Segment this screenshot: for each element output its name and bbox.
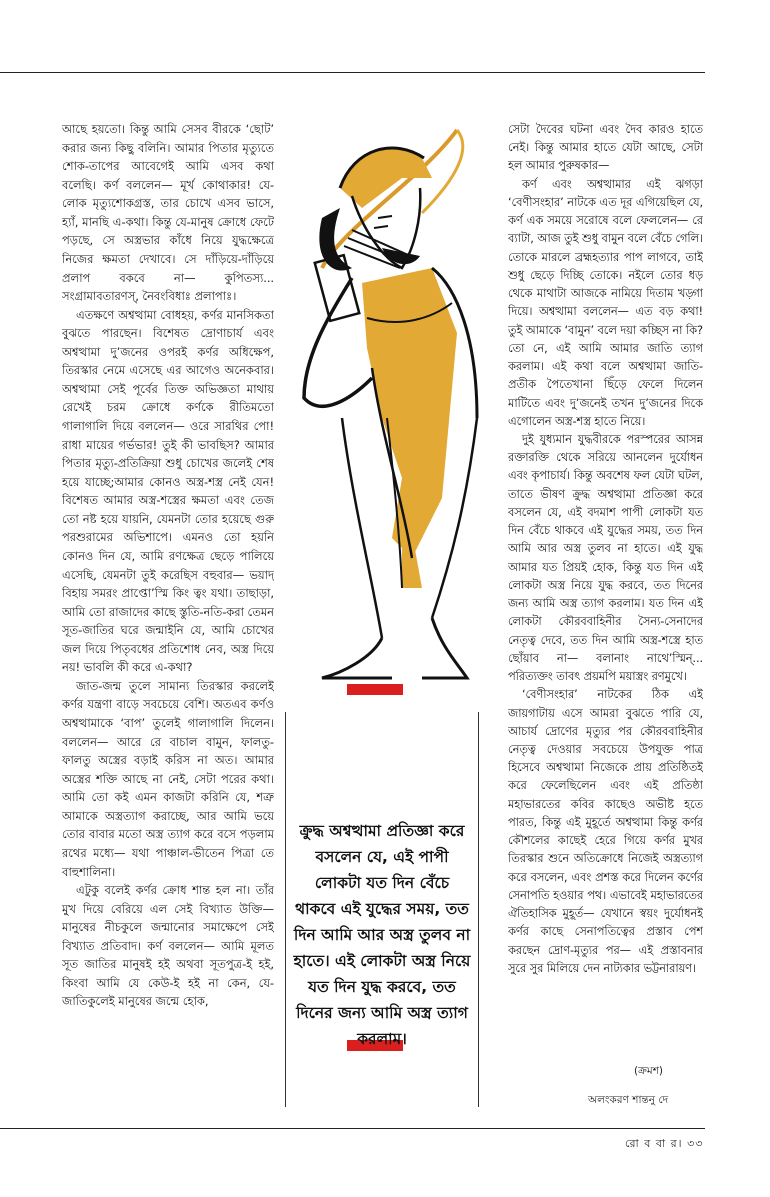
- footer-rule: [0, 1128, 705, 1129]
- pull-quote: [293, 818, 471, 1052]
- article-column-left: [62, 120, 274, 1020]
- pull-quote-text: ক্রুদ্ধ অশ্বত্থামা প্রতিজ্ঞা করে বসলেন যে, এই পাপী লোকটা যত দিন বেঁচে থাকবে এই যুদ্ধের সময়, তত দিন আমি আর অস্ত্র তুলব না হাতে। এই লোকটা অস্ত্র নিয়ে যত দিন যুদ্ধ করবে, তত দিনের জন্য আমি অস্ত্র ত্যাগ করলাম।: [293, 822, 471, 1048]
- column-divider-right: [478, 712, 479, 1107]
- paragraph: এতক্ষণে অশ্বত্থামা বোধহয়, কর্ণর মানসিকতা বুঝতে পারছেন। বিশেষত দ্রোণাচার্য এবং অশ্বত্থামা দু’জনের ওপরই কর্ণর অধিক্ষেপ, তিরস্কার নেমে এসেছে এর আগেও অনেকবার। অশ্বত্থামা সেই পূর্বের তিক্ত অভিজ্ঞতা মাথায় রেখেই চরম ক্রোধে কর্ণকে রীতিমতো গালাগালি দিয়ে বললেন— ওরে সারথির পো! রাধা মায়ের গর্ভভার! তুই কী ভাবছিস? আমার পিতার মৃত্যু-প্রতিক্রিয়া শুধু চোখের জলেই শেষ হয়ে যাচ্ছে;আমার কোনও অস্ত্র-শস্ত্র নেই যেন! বিশেষত আমার অস্ত্র-শস্ত্রের ক্ষমতা এবং তেজ তো নষ্ট হয়ে যায়নি, যেমনটা তোর হয়েছে গুরু পরশুরামের অভিশাপে। এমনও তো হয়নি কোনও দিন যে, আমি রণক্ষেত্র ছেড়ে পালিয়ে এসেছি, যেমনটা তুই করেছিস বহুবার— ভয়াদ্ বিহায় সমরং প্রাপ্তো’স্মি কিং ত্বং যথা। তাছাড়া, আমি তো রাজাদের কাছে স্তুতি-নতি-করা তেমন সূত-জাতির ঘরে জন্মাইনি যে, আমি চোখের জল দিয়ে পিতৃবধের প্রতিশোধ নেব, অস্ত্র দিয়ে নয়! ভাবলি কী করে এ-কথা?: [62, 307, 274, 675]
- paragraph: কর্ণ এবং অশ্বত্থামার এই ঝগড়া ‘বেণীসংহার’ নাটকে এত দূর এগিয়েছিল যে, কর্ণ এক সময়ে সরোষে বলে ফেললেন— রে ব্যাটা, আজ তুই শুধু বামুন বলে বেঁচে গেলি। তোকে মারলে ব্রহ্মহত্যার পাপ লাগবে, তাই শুধু ছেড়ে দিচ্ছি তোকে। নইলে তোর ধড় থেকে মাথাটা আজকে নামিয়ে দিতাম খড়্গা দিয়ে। অশ্বত্থামা বললেন— এত বড় কথা! তুই আমাকে ‘বামুন’ বলে দয়া কচ্ছিস না কি? তো নে, এই আমি আমার জাতি ত্যাগ করলাম। এই কথা বলে অশ্বত্থামা জাতি-প্রতীক পৈতেখানা ছিঁড়ে ফেলে দিলেন মাটিতে এবং দু’জনেই তখন দু’জনের দিকে এগোলেন অস্ত্র-শস্ত্র হাতে নিয়ে।: [508, 176, 703, 428]
- paragraph: ‘বেণীসংহার’ নাটকের ঠিক এই জায়গাটায় এসে আমরা বুঝতে পারি যে, আচার্য দ্রোণের মৃত্যুর পর কৌরববাহিনীর নেতৃত্ব দেওয়ার সবচেয়ে উপযুক্ত পাত্র হিসেবে অশ্বত্থামা নিজেকে প্রায় প্রতিষ্ঠিতই করে ফেলেছিলেন এবং এই প্রতিষ্ঠা মহাভারতের কবির কাছেও অভীষ্ট হতে পারত, কিন্তু এই মুহূর্তে অশ্বত্থামা কিন্তু কর্ণর কৌশলের কাছেই হেরে গিয়ে কর্ণর মুখর তিরস্কার শুনে অতিক্রোধে নিজেই অস্ত্রত্যাগ করে বসলেন, এবং প্রশস্ত করে দিলেন কর্ণের সেনাপতি হওয়ার পথ। এভাবেই মহাভারতের ঐতিহাসিক মুহূর্ত— যেখানে স্বয়ং দুর্যোধনই কর্ণর কাছে সেনাপতিত্বের প্রস্তাব পেশ করছেন দ্রোণ-মৃত্যুর পর— এই প্রস্তাবনার সুরে সুর মিলিয়ে দেন নাট্যকার ভট্টনারায়ণ।: [508, 687, 703, 975]
- header-rule: [0, 72, 705, 73]
- paragraph: সেটা দৈবের ঘটনা এবং দৈব কারও হাতে নেই। কিন্তু আমার হাতে যেটা আছে, সেটা হল আমার পুরুষকার—: [508, 122, 703, 173]
- warrior-figure-icon: [282, 118, 492, 690]
- paragraph: আছে হয়তো। কিন্তু আমি সেসব বীরকে ‘ছোট’ করার জন্য কিছু বলিনি। আমার পিতার মৃত্যুতে শোক-তাপের আবেগেই আমি এসব কথা বলেছি। কর্ণ বললেন— মূর্খ কোথাকার! যে-লোক মৃত্যুশোকগ্রস্ত, তার চোখে এসব ভাসে, হ্যাঁ, মানছি এ-কথা। কিন্তু যে-মানুষ ক্রোধে ফেটে পড়ছে, সে অস্ত্রভার কাঁধে নিয়ে যুদ্ধক্ষেত্রে নিজের ক্ষমতা দেখাবে। সে দাঁড়িয়ে-দাঁড়িয়ে প্রলাপ বকবে না— কুপিতস্য... সংগ্রামাবতারণস্, নৈবংবিধাঃ প্রলাপাঃ।: [62, 122, 274, 304]
- paragraph: এটুকু বলেই কর্ণর ক্রোধ শান্ত হল না। তাঁর মুখ দিয়ে বেরিয়ে এল সেই বিখ্যাত উক্তি— মানুষের নীচকুলে জন্মানোর সমাক্ষেপে সেই বিখ্যাত প্রতিবাদ। কর্ণ বললেন— আমি মূলত সূত জাতির মানুষই হই অথবা সূতপুত্র-ই হই, কিংবা আমি যে কেউ-ই হই না কেন, যে-জাতিকুলেই মানুষের জন্মে হোক,: [62, 883, 274, 1009]
- column-divider-left: [285, 712, 286, 1107]
- continued-label: (ক্রমশ): [634, 1065, 664, 1077]
- paragraph: দুই যুধ্যমান যুদ্ধবীরকে পরস্পরের আসন্ন রক্তারক্তি থেকে সরিয়ে আনলেন দুর্যোধন এবং কৃপাচার্য। কিন্তু অবশেষ ফল যেটা ঘটল, তাতে ভীষণ ক্রুদ্ধ অশ্বত্থামা প্রতিজ্ঞা করে বসলেন যে, এই বদমাশ পাপী লোকটা যত দিন বেঁচে থাকবে এই যুদ্ধের সময়, তত দিন আমি আর অস্ত্র তুলব না হাতে। এই যুদ্ধ আমার যত প্রিয়ই হোক, কিন্তু যত দিন এই লোকটা অস্ত্র নিয়ে যুদ্ধ করবে, তত দিনের জন্য আমি অস্ত্র ত্যাগ করলাম। যত দিন এই লোকটা কৌরববাহিনীর সৈন্য-সেনাদের নেতৃত্ব দেবে, তত দিন আমি অস্ত্র-শস্ত্রে হাত ছোঁয়াব না— বলানাং নাথে’স্মিন্... পরিত্যক্তং তাবৎ প্রয়মপি ময়াস্ত্রং রণমুখে।: [508, 431, 703, 684]
- article-column-right: [508, 120, 703, 1030]
- paragraph: জাত-জন্ম তুলে সামান্য তিরস্কার করলেই কর্ণর যন্ত্রণা বাড়ে সবচেয়ে বেশি। অতএব কর্ণও অশ্বত্থামাকে ‘বাপ’ তুলেই গালাগালি দিলেন। বললেন— আরে রে বাচাল বামুন, ফালতু-ফালতু অস্ত্রের বড়াই করিস না অত। আমার অস্ত্রের শক্তি আছে না নেই, সেটা পরের কথা। আমি তো কই এমন কাজটা করিনি যে, শত্রু আমাকে অস্ত্রত্যাগ করাচ্ছে, আর আমি ভয়ে তোর বাবার মতো অস্ত্র ত্যাগ করে বসে পড়লাম রথের মধ্যে— যথা পাঞ্চাল-ভীতেন পিত্রা তে বাহুশালিনা।: [62, 678, 274, 879]
- illustration-ashwatthama: [282, 118, 492, 690]
- page-folio: রো ব বা র। ৩৩: [625, 1137, 704, 1150]
- accent-bar-top: [347, 684, 403, 695]
- illustration-credit: অলংকরণ শান্তনু দে: [588, 1094, 669, 1106]
